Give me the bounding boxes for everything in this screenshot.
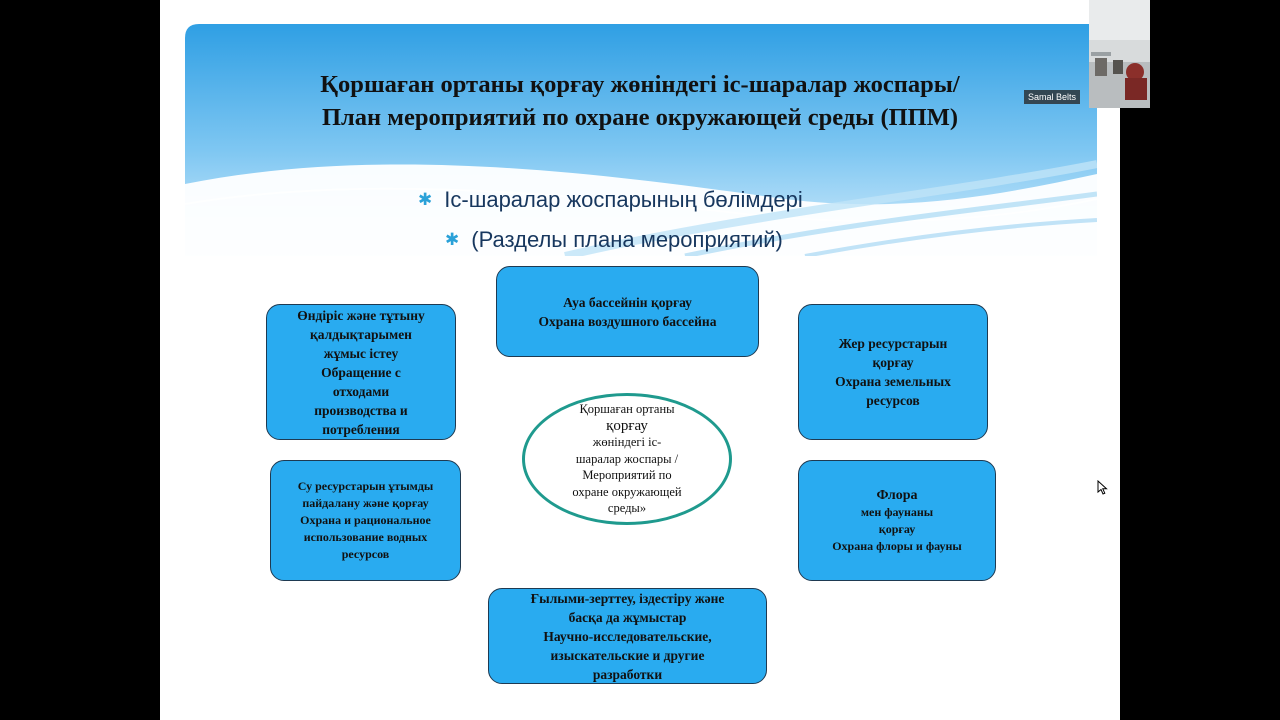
center-ellipse: Қоршаған ортаны қорғау жөніндегі іс- шаралар жоспары / Мероприятий по охране окружающей среды» [522, 393, 732, 525]
video-frame-image [1089, 0, 1150, 108]
subtitle-kz: ✱ Іс-шаралар жоспарының бөлімдері [418, 187, 803, 212]
box-waste-management: Өндіріс және тұтыну қалдықтарымен жұмыс істеу Обращение с отходами производства и потребления [266, 304, 456, 440]
slide-title [200, 68, 1080, 134]
slide-header-banner [185, 24, 1097, 256]
box-water-resources: Су ресурстарын ұтымды пайдалану және қорғау Охрана и рациональное использование водных ресурсов [270, 460, 461, 581]
participant-name-label: Samal Belts [1024, 90, 1080, 104]
bullet-star-icon: ✱ [418, 190, 433, 209]
mouse-cursor-icon [1097, 480, 1109, 496]
participant-video-thumbnail[interactable] [1089, 0, 1150, 108]
box-research-works: Ғылыми-зерттеу, іздестіру және басқа да жұмыстар Научно-исследовательские, изыскательские и другие разработки [488, 588, 767, 684]
bullet-star-icon: ✱ [445, 230, 460, 249]
box-land-protection: Жер ресурстарын қорғау Охрана земельных ресурсов [798, 304, 988, 440]
slide-title-kz: Қоршаған ортаны қорғау жөніндегі іс-шаралар жоспары/ [320, 71, 960, 98]
box-air-protection: Ауа бассейнін қорғау Охрана воздушного бассейна [496, 266, 759, 357]
slide-title-ru: План мероприятий по охране окружающей среды (ППМ) [322, 104, 958, 131]
presentation-slide [160, 0, 1120, 720]
subtitle-ru: ✱ (Разделы плана мероприятий) [445, 227, 783, 252]
box-flora-fauna: Флора мен фаунаны қорғау Охрана флоры и фауны [798, 460, 996, 581]
